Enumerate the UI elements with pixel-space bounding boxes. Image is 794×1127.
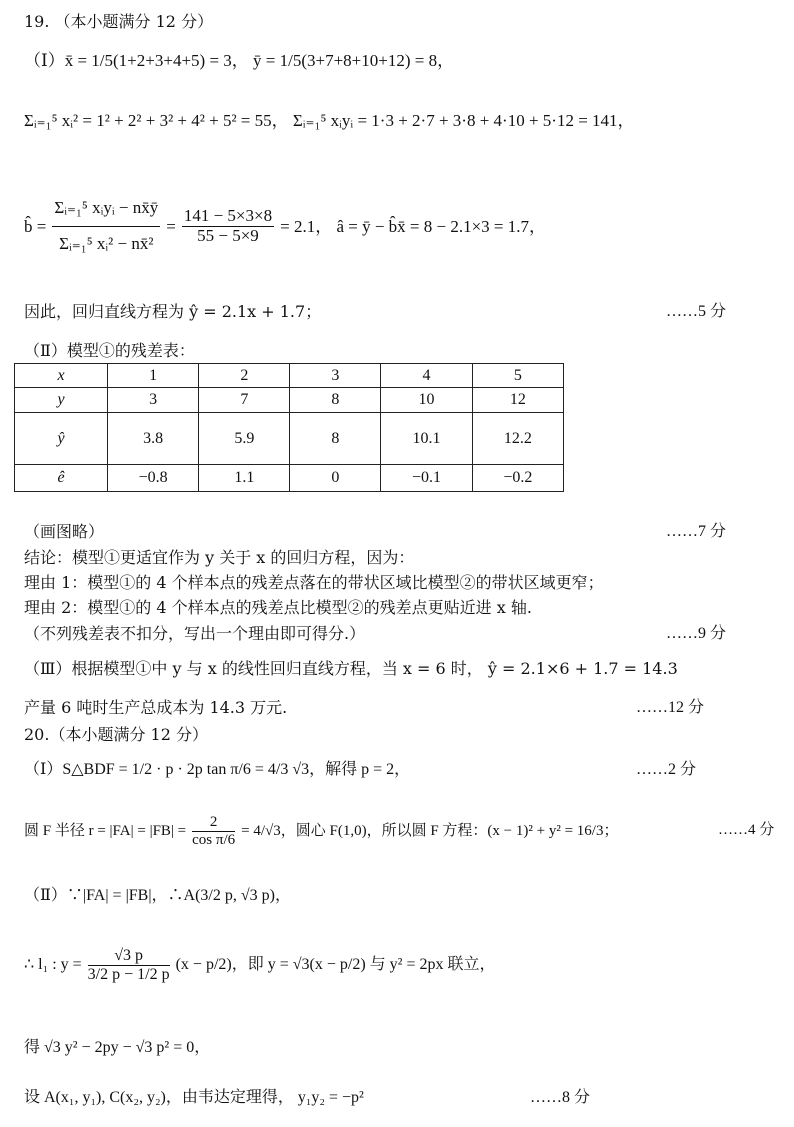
radius-frac-num: 2	[192, 814, 235, 832]
q19-reason-2: 理由 2：模型①的 4 个样本点的残差点比模型②的残差点更贴近进 x 轴.	[24, 598, 532, 617]
q20-score-4: ……4 分	[718, 822, 775, 838]
q20-score-2: ……2 分	[636, 761, 697, 778]
q19-means: （Ⅰ）x̄ = 1/5(1+2+3+4+5) = 3， ȳ = 1/5(3+7+8+10+12) = 8，	[24, 51, 455, 70]
table-cell: 4	[381, 364, 472, 388]
line-l1-rhs: (x − p/2)，即 y = √3(x − p/2) 与 y² = 2px 联立，	[175, 956, 496, 973]
b-hat-formula-fraction	[52, 199, 160, 253]
table-cell: 8	[290, 413, 381, 465]
table-header-y: y	[15, 388, 108, 413]
q19-score-12: ……12 分	[636, 699, 705, 716]
table-row	[15, 364, 564, 388]
q19-part3: （Ⅲ）根据模型①中 y 与 x 的线性回归直线方程，当 x = 6 时， ŷ = 2.1×6 + 1.7 = 14.3	[24, 659, 678, 678]
radius-fraction	[192, 814, 235, 848]
q19-reason-1: 理由 1：模型①的 4 个样本点的残差点落在的带状区域比模型②的带状区域更窄；	[24, 573, 604, 592]
q19-score-7: ……7 分	[666, 523, 727, 540]
radius-frac-den: cos π/6	[192, 831, 236, 848]
slope-fraction	[88, 947, 170, 983]
table-cell: 0	[290, 465, 381, 492]
table-row	[15, 388, 564, 413]
table-cell: 1	[107, 364, 198, 388]
b-hat-formula-den: Σᵢ₌₁⁵ xᵢ² − nx̄²	[59, 233, 154, 253]
q19-score-5: ……5 分	[666, 303, 727, 320]
q20-quadratic: 得 √3 y² − 2py − √3 p² = 0，	[24, 1039, 211, 1056]
table-cell: 5	[472, 364, 563, 388]
residual-table	[14, 363, 564, 492]
table-cell: 10	[381, 388, 472, 413]
table-cell: 1.1	[199, 465, 290, 492]
slope-frac-den: 3/2 p − 1/2 p	[87, 965, 170, 983]
table-cell: −0.8	[107, 465, 198, 492]
b-hat-result: = 2.1， â = ȳ − b̂x̄ = 8 − 2.1×3 = 1.7，	[280, 216, 547, 236]
b-hat-lhs: b̂ =	[24, 216, 47, 236]
table-row	[15, 413, 564, 465]
table-header-ehat: ê	[15, 465, 108, 492]
b-hat-calc-fraction	[182, 207, 274, 245]
b-hat-calc-num: 141 − 5×3×8	[183, 205, 273, 225]
table-cell: 8	[290, 388, 381, 413]
q20-area: （Ⅰ）S△BDF = 1/2 · p · 2p tan π/6 = 4/3 √3，解得 p = 2，	[24, 761, 411, 778]
table-cell: 12.2	[472, 413, 563, 465]
table-header-yhat: ŷ	[15, 413, 108, 465]
table-cell: 10.1	[381, 413, 472, 465]
table-cell: 7	[199, 388, 290, 413]
table-cell: 5.9	[199, 413, 290, 465]
q20-point-a: （Ⅱ）∵|FA| = |FB|，∴A(3/2 p, √3 p)，	[24, 887, 291, 904]
q20-score-8: ……8 分	[530, 1089, 591, 1106]
q19-part2-title: （Ⅱ）模型①的残差表：	[24, 341, 195, 360]
q19-b-hat-equation: b̂ = $\frac{\text{Σᵢ₌₁⁵ xᵢyᵢ − nx̄ȳ}}{\text{Σᵢ₌₁⁵ xᵢ² − nx̄²}}$ = $\frac{141 - 5\times 3\times 8}{55 - 5\times 9}$ = 2.1， â = ȳ − b̂x̄ = 8 − 2.1×3 = 1.7，	[24, 197, 547, 253]
circle-equation-text: = 4/√3，圆心 F(1,0)，所以圆 F 方程：(x − 1)² + y² = 16/3；	[241, 822, 619, 839]
table-cell: 2	[199, 364, 290, 388]
q19-sums: Σᵢ₌₁⁵ xᵢ² = 1² + 2² + 3² + 4² + 5² = 55， Σᵢ₌₁⁵ xᵢyᵢ = 1·3 + 2·7 + 3·8 + 4·10 + 5·12 = 141，	[24, 111, 635, 130]
b-hat-calc-den: 55 − 5×9	[197, 225, 259, 245]
q20-vieta: 设 A(x₁, y₁), C(x₂, y₂)，由韦达定理得， y₁y₂ = −p²	[24, 1089, 364, 1106]
q19-header: 19. （本小题满分 12 分）	[24, 12, 214, 31]
q19-regression: 因此，回归直线方程为 ŷ = 2.1x + 1.7；	[24, 302, 322, 321]
line-l1-lhs: ∴ l₁ : y =	[24, 956, 82, 973]
table-header-x: x	[15, 364, 108, 388]
slope-frac-num: √3 p	[88, 947, 170, 966]
q19-score-9: ……9 分	[666, 625, 727, 642]
q20-line-equation	[24, 932, 495, 998]
table-cell: 12	[472, 388, 563, 413]
q19-conclusion: 结论：模型①更适宜作为 y 关于 x 的回归方程，因为：	[24, 548, 415, 567]
q19-note: （不列残差表不扣分，写出一个理由即可得分.）	[24, 624, 366, 643]
q19-draw-omitted: （画图略）	[24, 522, 105, 541]
q20-circle-equation	[24, 800, 618, 862]
table-cell: −0.2	[472, 465, 563, 492]
q19-part3-conclusion: 产量 6 吨时生产总成本为 14.3 万元.	[24, 698, 288, 717]
table-row	[15, 465, 564, 492]
table-cell: 3.8	[107, 413, 198, 465]
q20-header: 20.（本小题满分 12 分）	[24, 725, 208, 744]
table-cell: 3	[290, 364, 381, 388]
b-hat-formula-num: Σᵢ₌₁⁵ xᵢyᵢ − nx̄ȳ	[52, 199, 160, 227]
table-cell: 3	[107, 388, 198, 413]
circle-radius-text: 圆 F 半径 r = |FA| = |FB| =	[24, 822, 187, 839]
table-cell: −0.1	[381, 465, 472, 492]
